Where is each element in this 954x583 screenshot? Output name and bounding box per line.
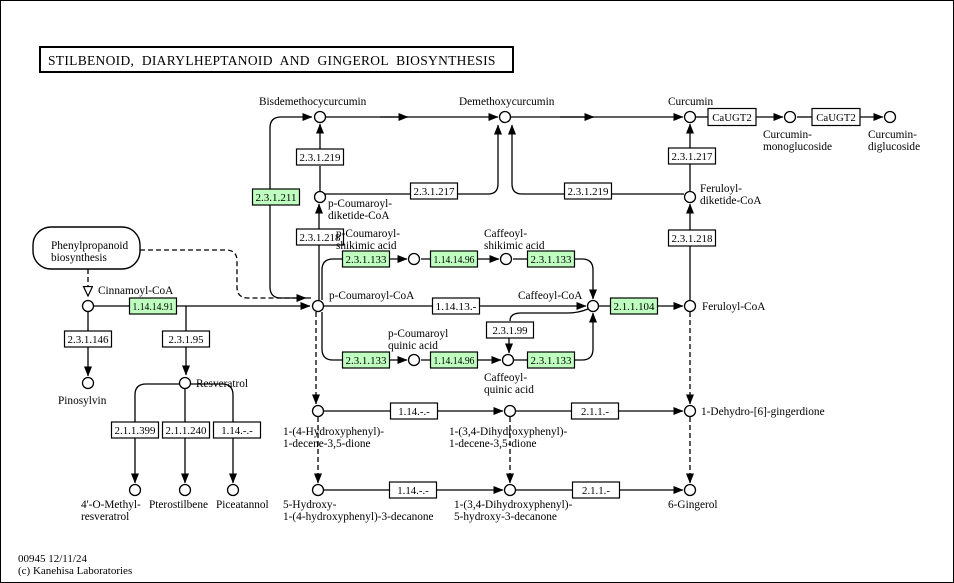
enzyme-label-1.14.14.91: 1.14.14.91 (132, 301, 174, 313)
label-resveratrol: Resveratrol (196, 378, 249, 390)
enzyme-label-2.3.1.217: 2.3.1.217 (413, 186, 456, 198)
label-dihydroxyphenyl-decanone: 1-(3,4-Dihydroxyphenyl)-5-hydroxy-3-decanone (454, 499, 573, 523)
enzyme-label-2.1.1.104: 2.1.1.104 (613, 301, 656, 313)
enzyme-label-CaUGT2: CaUGT2 (712, 112, 752, 124)
enzyme-label-2.1.1.-: 2.1.1.- (582, 485, 610, 497)
enzyme-label-2.3.1.99: 2.3.1.99 (492, 325, 528, 337)
enzyme-label-2.3.1.219: 2.3.1.219 (299, 152, 341, 164)
compound-feruloyl-coa[interactable] (685, 301, 696, 312)
compound-1-3-4-dihydroxyphenyl-5-hydroxy-3-decanone[interactable] (505, 485, 516, 496)
pathway-link-label: Phenylpropanoid biosynthesis (51, 240, 129, 264)
compound-5-hydroxy-1-4-hydroxyphenyl-3-decanone[interactable] (313, 485, 324, 496)
compound-6-gingerol[interactable] (685, 485, 696, 496)
pathway-title: STILBENOID, DIARYLHEPTANOID AND GINGEROL BIOSYNTHESIS (48, 53, 496, 68)
label-caffeoyl-coa: Caffeoyl-CoA (518, 290, 583, 302)
compound-1-4-hydroxyphenyl-1-decene-3-5-dione[interactable] (313, 406, 324, 417)
enzyme-label-1.14.-.-: 1.14.-.- (398, 406, 430, 418)
compound-caffeoyl-coa[interactable] (588, 301, 599, 312)
enzyme-label-2.1.1.240: 2.1.1.240 (165, 425, 207, 437)
label-1-3-4-dihydroxyphenyl-dione: 1-(3,4-Dihydroxyphenyl)-1-decene-3,5-dione (449, 426, 568, 450)
label-pinosylvin: Pinosylvin (58, 395, 107, 407)
label-pterostilbene: Pterostilbene (149, 499, 208, 511)
compound-p-coumaroyl-coa[interactable] (313, 301, 324, 312)
label-p-coumaroyl-coa: p-Coumaroyl-CoA (329, 290, 415, 302)
label-caffeoyl-shikimic-acid: Caffeoyl-shikimic acid (484, 228, 545, 252)
label-6-gingerol: 6-Gingerol (668, 499, 718, 511)
compound-p-coumaroyl-diketide-coa[interactable] (315, 192, 326, 203)
label-curcumin-monoglucoside: Curcumin-monoglucoside (763, 129, 833, 153)
label-4-o-methyl-resveratrol: 4'-O-Methyl-resveratrol (81, 499, 141, 523)
compound-1-3-4-dihydroxyphenyl-1-decene-3-5-dione[interactable] (505, 406, 516, 417)
compound-curcumin-diglucoside[interactable] (885, 112, 896, 123)
label-curcumin-diglucoside: Curcumin-diglucoside (868, 129, 921, 153)
copyright: (c) Kanehisa Laboratories (18, 565, 133, 577)
enzyme-label-2.1.1.-: 2.1.1.- (581, 406, 609, 418)
label-piceatannol: Piceatannol (216, 499, 269, 511)
compound-p-coumaroyl-quinic-acid[interactable] (409, 355, 420, 366)
label-feruloyl-coa: Feruloyl-CoA (702, 301, 766, 313)
map-id-date: 00945 12/11/24 (18, 553, 87, 565)
enzyme-label-2.3.1.219: 2.3.1.219 (567, 186, 609, 198)
compound-caffeoyl-shikimic-acid[interactable] (501, 254, 512, 265)
compound-p-coumaroyl-shikimic-acid[interactable] (409, 254, 420, 265)
enzyme-label-1.14.14.96: 1.14.14.96 (433, 355, 476, 367)
pathway-link-layer (33, 227, 140, 269)
enzyme-label-1.14.13.-: 1.14.13.- (435, 301, 477, 313)
label-p-coumaroyl-diketide-coa: p-Coumaroyl-diketide-CoA (328, 198, 393, 222)
label-demethoxycurcumin: Demethoxycurcumin (459, 96, 555, 108)
enzyme-label-2.3.1.133: 2.3.1.133 (530, 254, 572, 266)
enzyme-label-2.1.1.399: 2.1.1.399 (114, 425, 156, 437)
compound-curcumin-monoglucoside[interactable] (785, 112, 796, 123)
compound-4-o-methyl-resveratrol[interactable] (130, 485, 141, 496)
enzyme-label-1.14.-.-: 1.14.-.- (221, 425, 253, 437)
label-feruloyl-diketide-coa: Feruloyl-diketide-CoA (700, 183, 762, 207)
title-box (40, 47, 513, 72)
compound-feruloyl-diketide-coa[interactable] (685, 192, 696, 203)
enzyme-label-2.3.1.133: 2.3.1.133 (530, 355, 572, 367)
compound-bisdemethocycurcumin[interactable] (315, 112, 326, 123)
label-1-dehydro-6-gingerdione: 1-Dehydro-[6]-gingerdione (701, 406, 825, 418)
compound-1-dehydro-6-gingerdione[interactable] (685, 406, 696, 417)
enzyme-label-2.3.1.133: 2.3.1.133 (345, 254, 387, 266)
enzyme-label-2.3.1.217: 2.3.1.217 (671, 151, 714, 163)
compound-cinnamoyl-coa[interactable] (83, 301, 94, 312)
enzyme-label-1.14.14.96: 1.14.14.96 (433, 254, 476, 266)
compound-piceatannol[interactable] (228, 485, 239, 496)
enzyme-label-2.3.1.211: 2.3.1.211 (255, 192, 297, 204)
label-curcumin: Curcumin (668, 96, 714, 108)
compound-demethoxycurcumin[interactable] (500, 112, 511, 123)
label-p-coumaroyl-quinic-acid: p-Coumaroyl quinic acid (388, 328, 449, 352)
enzyme-label-1.14.-.-: 1.14.-.- (397, 485, 429, 497)
enzyme-label-CaUGT2: CaUGT2 (816, 112, 856, 124)
compound-curcumin[interactable] (685, 112, 696, 123)
compound-pinosylvin[interactable] (83, 378, 94, 389)
label-p-coumaroyl-shikimic-acid: p-Coumaroyl-shikimic acid (336, 228, 401, 252)
label-5-hydroxy-decanone: 5-Hydroxy-1-(4-hydroxyphenyl)-3-decanone (283, 499, 434, 523)
enzyme-label-2.3.1.218: 2.3.1.218 (299, 232, 341, 244)
enzyme-label-2.3.1.95: 2.3.1.95 (168, 334, 204, 346)
compound-caffeoyl-quinic-acid[interactable] (503, 355, 514, 366)
label-cinnamoyl-coa: Cinnamoyl-CoA (98, 285, 174, 297)
label-1-4-hydroxyphenyl-dione: 1-(4-Hydroxyphenyl)-1-decene-3,5-dione (283, 426, 385, 450)
label-bisdemethocycurcumin: Bisdemethocycurcumin (259, 96, 367, 108)
enzyme-label-2.3.1.133: 2.3.1.133 (345, 355, 387, 367)
enzyme-label-2.3.1.146: 2.3.1.146 (67, 334, 110, 346)
compound-pterostilbene[interactable] (180, 485, 191, 496)
compound-resveratrol[interactable] (180, 378, 191, 389)
label-caffeoyl-quinic-acid: Caffeoyl-quinic acid (484, 372, 534, 396)
enzyme-label-2.3.1.218: 2.3.1.218 (671, 233, 713, 245)
